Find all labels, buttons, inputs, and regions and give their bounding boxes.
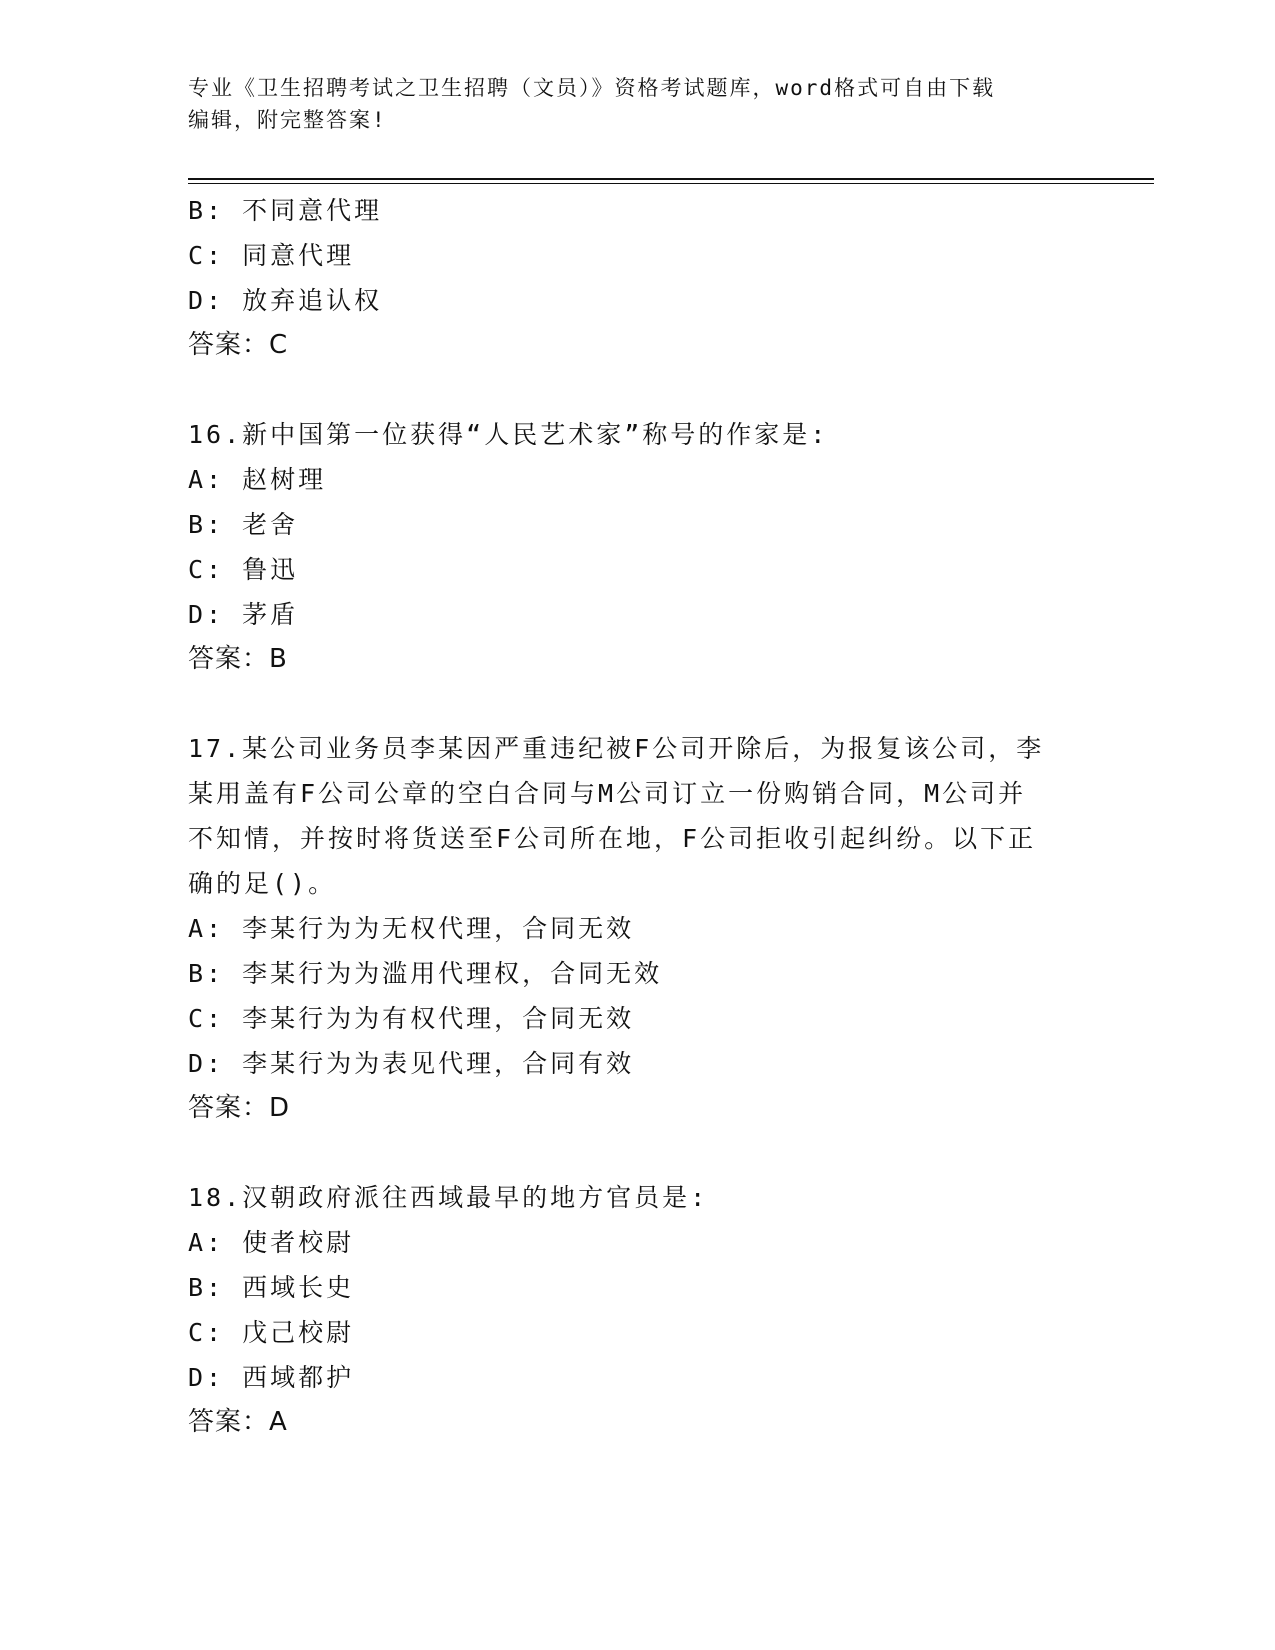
question-text: 16.新中国第一位获得“人民艺术家”称号的作家是:: [188, 420, 829, 449]
question-list: [188, 188, 1088, 1445]
option-d: D: 茅盾: [188, 600, 299, 629]
option-d: D: 放弃追认权: [188, 286, 383, 315]
option-d: D: 李某行为为表见代理，合同有效: [188, 1049, 635, 1078]
question-block: [188, 1175, 1088, 1445]
document-header: [188, 72, 1088, 136]
answer-line: 答案：D: [188, 1093, 291, 1123]
option-a: A: 赵树理: [188, 465, 327, 494]
question-block: [188, 726, 1088, 1131]
question-block: [188, 412, 1088, 682]
option-b: B: 不同意代理: [188, 196, 383, 225]
option-b: B: 老舍: [188, 510, 299, 539]
option-c: C: 戊己校尉: [188, 1318, 355, 1347]
question-text: 18.汉朝政府派往西域最早的地方官员是:: [188, 1183, 709, 1212]
header-rule-thick: [188, 178, 1154, 180]
question-block: [188, 188, 1088, 368]
option-c: C: 鲁迅: [188, 555, 299, 584]
option-c: C: 同意代理: [188, 241, 355, 270]
option-a: A: 使者校尉: [188, 1228, 355, 1257]
question-text: 17.某公司业务员李某因严重违纪被F公司开除后，为报复该公司，李某用盖有F公司公章的空白合同与M公司订立一份购销合同，M公司并不知情，并按时将货送至F公司所在地，F公司拒收引起纠纷。以下正确的足()。: [188, 734, 1045, 898]
option-b: B: 李某行为为滥用代理权，合同无效: [188, 959, 663, 988]
header-rule-thin: [188, 183, 1154, 184]
header-line-1: 专业《卫生招聘考试之卫生招聘（文员）》资格考试题库，word格式可自由下载: [188, 76, 996, 100]
header-line-2: 编辑，附完整答案!: [188, 108, 387, 132]
option-b: B: 西域长史: [188, 1273, 355, 1302]
answer-line: 答案：A: [188, 1407, 288, 1437]
option-d: D: 西域都护: [188, 1363, 355, 1392]
option-a: A: 李某行为为无权代理，合同无效: [188, 914, 635, 943]
answer-line: 答案：B: [188, 644, 288, 674]
answer-line: 答案：C: [188, 330, 289, 360]
option-c: C: 李某行为为有权代理，合同无效: [188, 1004, 635, 1033]
